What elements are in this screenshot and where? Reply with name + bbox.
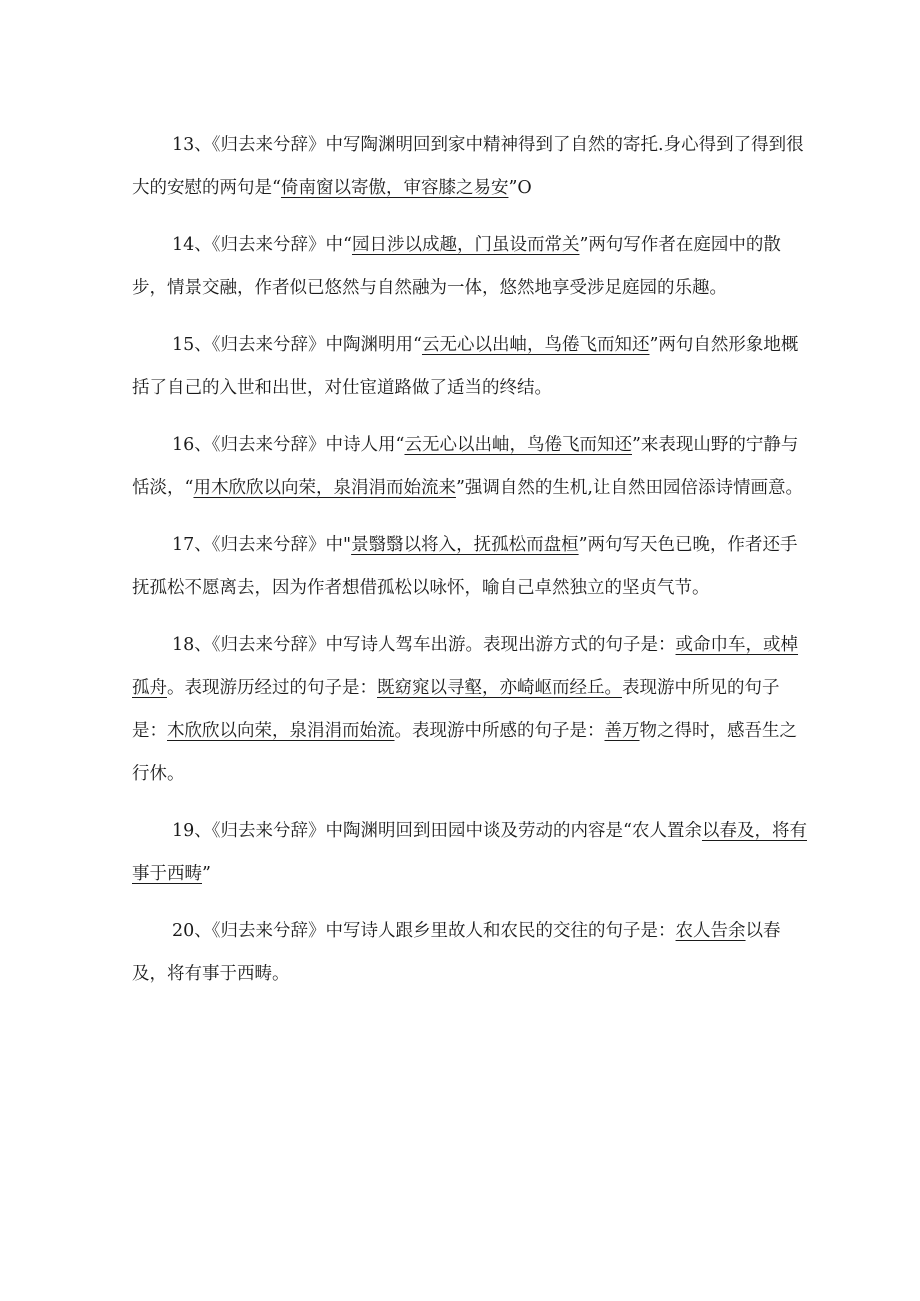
question-text: 。表现游中所感的句子是： [394,721,605,741]
answer-underline: 木欣欣以向荣，泉涓涓而始流 [167,721,395,741]
answer-underline: 或命巾车，或棹孤舟 [132,635,799,698]
answer-underline: 景翳翳以将入，抚孤松而盘桓 [351,535,579,555]
question-text: ”来表现山野的宁静与恬淡，“ [132,435,799,498]
answer-underline: 善万 [604,721,640,741]
question-list [132,124,812,1010]
answer-underline: 倚南窗以寄傲，审容膝之易安 [280,178,509,198]
question-text: 《归去来兮辞》中陶渊明回到田园中谈及劳动的内容是“农人置余 [211,821,702,841]
question-text: 《归去来兮辞》中陶渊明用“ [211,335,422,355]
question-text: 物之得时，感吾生之行休。 [132,721,797,784]
question-text: 《归去来兮辞》中诗人用“ [211,435,405,455]
question-number: 18、 [172,635,212,655]
question-text: 《归去来兮辞》中写诗人跟乡里故人和农民的交往的句子是： [211,921,676,941]
answer-underline: 以春及，将有事于西畴 [132,821,807,884]
question-text: ” [202,864,211,884]
question-text: ”O [508,178,532,198]
question-15 [132,324,812,410]
question-number: 14、 [172,235,212,255]
question-17 [132,524,812,610]
question-number: 19、 [172,821,212,841]
answer-underline: 园日涉以成趣，门虽设而常关 [351,235,580,255]
question-number: 17、 [172,535,212,555]
question-16 [132,424,812,510]
question-text: ”强调自然的生机,让自然田园倍添诗情画意。 [455,478,803,498]
question-text: ”两句自然形象地概括了自己的入世和出世，对仕宦道路做了适当的终结。 [132,335,799,398]
question-text: 。表现游历经过的句子是： [167,678,377,698]
answer-underline: 农人告余 [675,921,746,941]
question-text: 《归去来兮辞》中写诗人驾车出游。表现出游方式的句子是： [211,635,676,655]
question-18 [132,624,812,796]
question-text: ”两句写作者在庭园中的散步，情景交融，作者似已悠然与自然融为一体，悠然地享受涉足庭园的乐趣。 [132,235,781,298]
question-text: 表现游中所见的句子是： [132,678,780,741]
question-text: 《归去来兮辞》中写陶渊明回到家中精神得到了自然的寄托.身心得到了得到很大的安慰的两句是“ [132,135,804,198]
question-19 [132,810,812,896]
question-number: 20、 [172,921,212,941]
question-text: 《归去来兮辞》中“ [211,235,352,255]
answer-underline: 既窈窕以寻壑，亦崎岖而经丘。 [377,678,622,698]
question-text: 《归去来兮辞》中" [211,535,352,555]
answer-underline: 云无心以出岫，鸟倦飞而知还 [421,335,650,355]
question-13 [132,124,812,210]
question-number: 13、 [172,135,212,155]
question-text: 以春及，将有事于西畴。 [132,921,781,984]
answer-underline: 用木欣欣以向荣，泉涓涓而始流来 [193,478,456,498]
question-text: ”两句写天色已晚，作者还手抚孤松不愿离去，因为作者想借孤松以咏怀，喻自己卓然独立的坚贞气节。 [132,535,798,598]
question-20 [132,910,812,996]
question-number: 15、 [172,335,212,355]
answer-underline: 云无心以出岫，鸟倦飞而知还 [404,435,632,455]
question-14 [132,224,812,310]
question-number: 16、 [172,435,212,455]
